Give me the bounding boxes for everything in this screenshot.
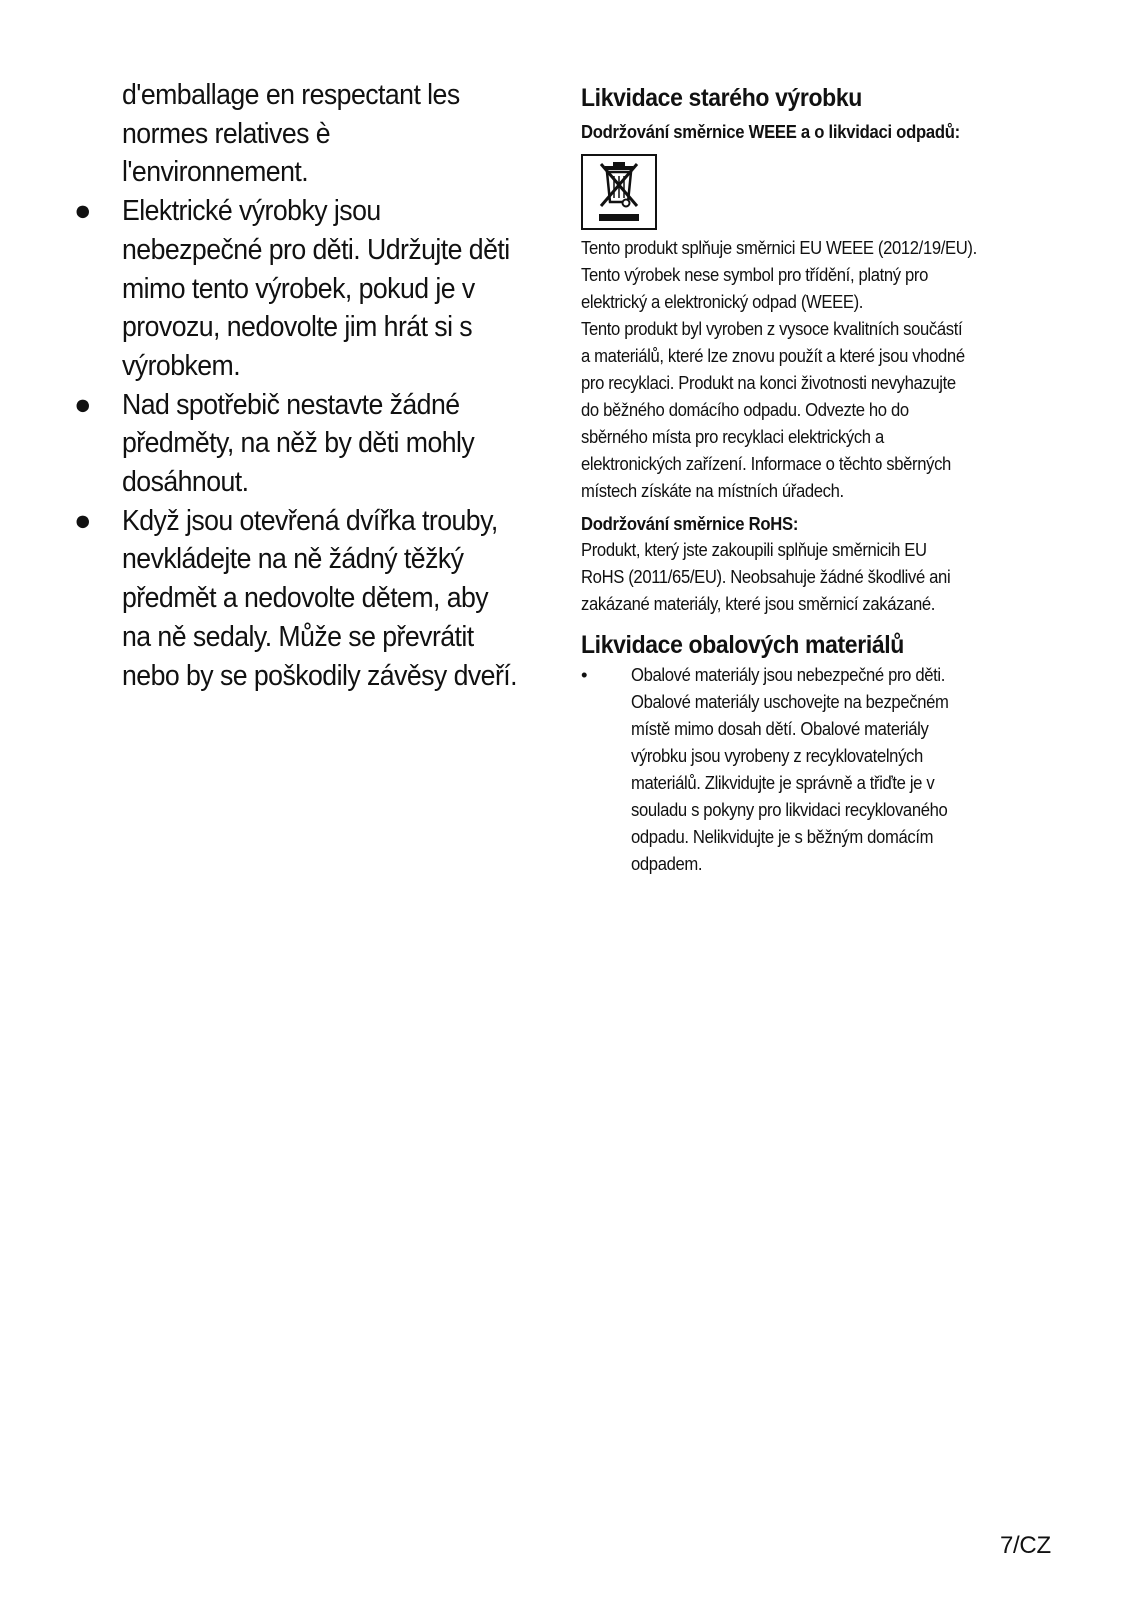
rohs-paragraph: Produkt, který jste zakoupili splňuje směrnicih EU RoHS (2011/65/EU). Neobsahuje žádné škodlivé ani zakázané materiály, které jsou směrnicí zakázané.: [581, 539, 951, 614]
list-item-text: Nad spotřebič nestavte žádné předměty, na něž by děti mohly dosáhnout.: [122, 388, 475, 499]
rohs-subheading: Dodržování směrnice RoHS:: [581, 513, 799, 534]
continued-paragraph: d'emballage en respectant les normes relatives è l'environnement.: [122, 79, 460, 189]
old-product-heading: Likvidace starého výrobku: [581, 84, 862, 112]
bullet-icon: ●: [74, 504, 92, 537]
bullet-icon: ●: [74, 195, 92, 228]
list-item-text: Když jsou otevřená dvířka trouby, nevkládejte na ně žádný těžký předmět a nedovolte dětem, aby na ně sedaly. Může se převrátit nebo by se poškodily závěsy dveří.: [122, 504, 517, 692]
weee-symbol-box: [581, 154, 657, 230]
list-item: [581, 661, 1061, 877]
list-item-text: Obalové materiály jsou nebezpečné pro děti. Obalové materiály uschovejte na bezpečném místě mimo dosah dětí. Obalové materiály výrobku jsou vyrobeny z recyklovatelných materiálů. Zlikvidujte je správně a třiďte je v souladu s pokyny pro likvidaci recyklovaného odpadu. Nelikvidujte je s běžným domácím odpadem.: [631, 664, 949, 874]
list-item: [70, 386, 560, 502]
right-column: [581, 82, 1061, 877]
bullet-icon: ●: [74, 388, 92, 421]
left-column: [70, 76, 560, 695]
packaging-heading: Likvidace obalových materiálů: [581, 631, 904, 659]
bullet-icon: •: [581, 664, 588, 685]
list-item: [70, 192, 560, 386]
crossed-out-wheelie-bin-icon: [583, 156, 655, 228]
list-item: [70, 502, 560, 696]
weee-subheading: Dodržování směrnice WEEE a o likvidaci odpadů:: [581, 121, 960, 142]
weee-paragraph: Tento produkt splňuje směrnici EU WEEE (2012/19/EU). Tento výrobek nese symbol pro třídění, platný pro elektrický a elektronický odpad (WEEE). Tento produkt byl vyroben z vysoce kvalitních součástí a materiálů, které lze znovu použít a které jsou vhodné pro recyklaci. Produkt na konci životnosti nevyhazujte do běžného domácího odpadu. Odvezte ho do sběrného místa pro recyklaci elektrických a elektronických zařízení. Informace o těchto sběrných místech získáte na místních úřadech.: [581, 237, 977, 501]
page-number: 7/CZ: [1000, 1532, 1051, 1559]
list-item-text: Elektrické výrobky jsou nebezpečné pro děti. Udržujte děti mimo tento výrobek, pokud je v provozu, nedovolte jim hrát si s výrobkem.: [122, 195, 510, 382]
